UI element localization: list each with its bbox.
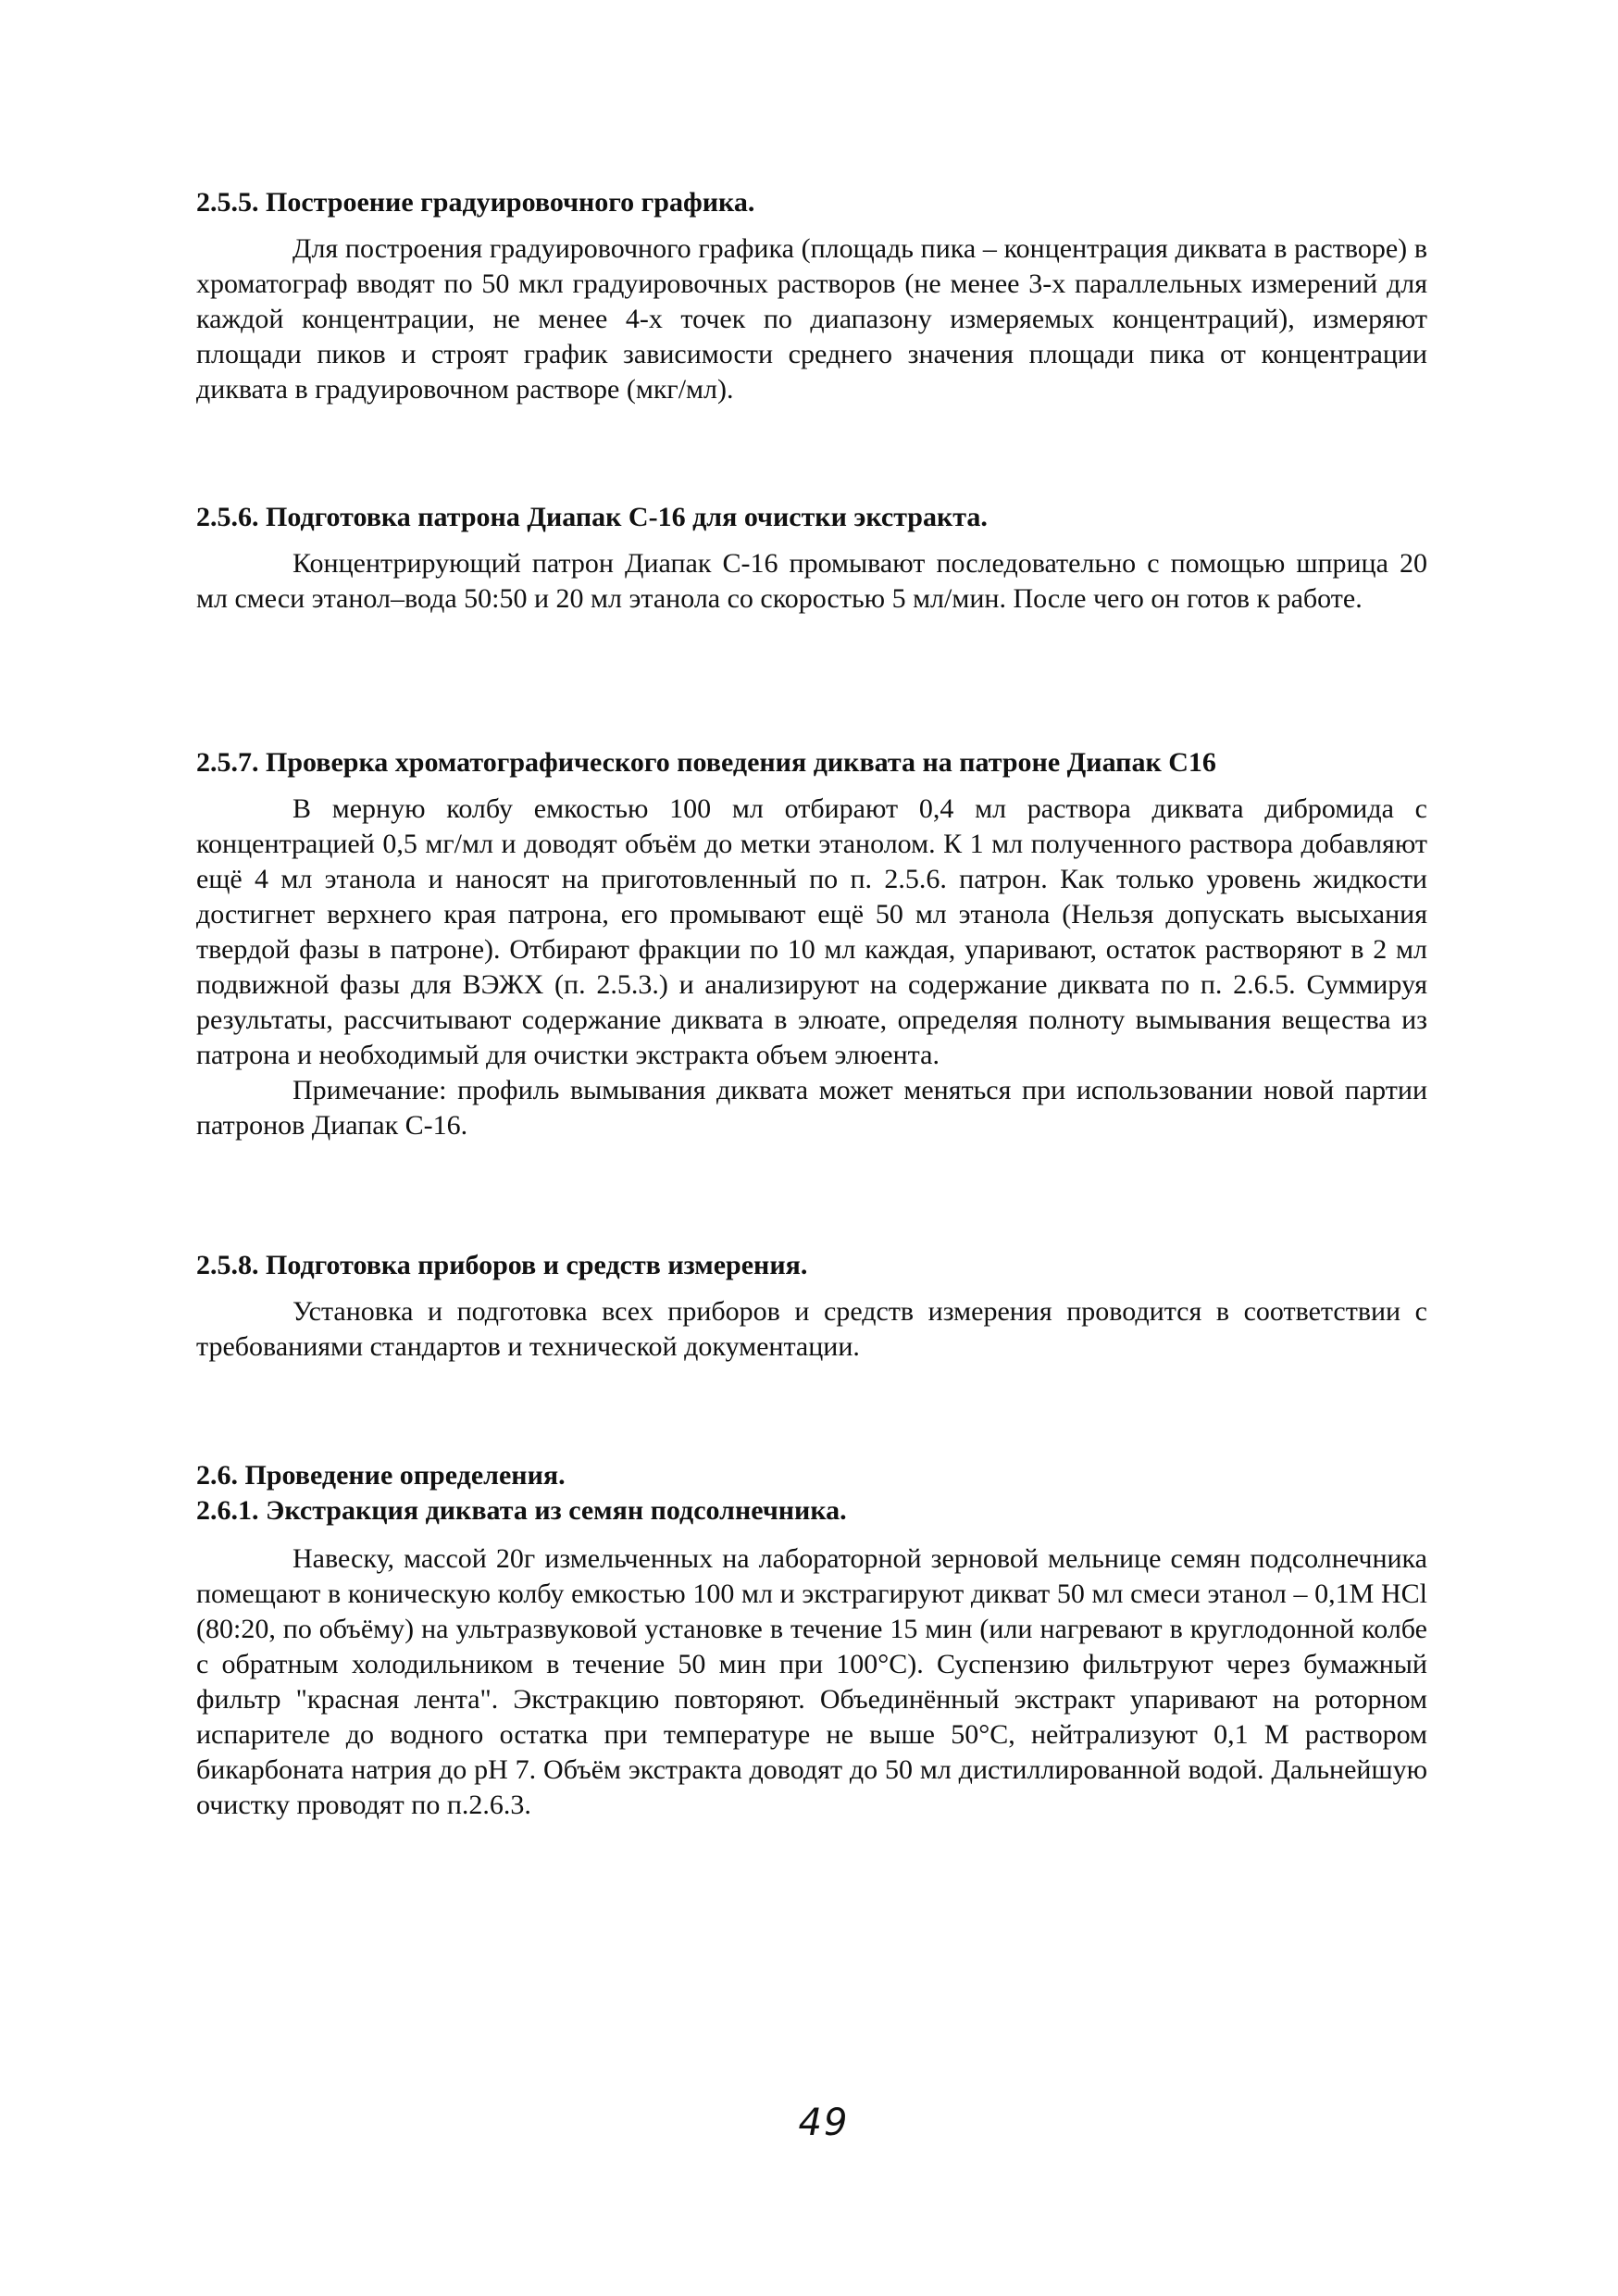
page-number: 49: [798, 2102, 850, 2144]
section-note: Примечание: профиль вымывания диквата может меняться при использовании новой партии патронов Диапак С-16.: [196, 1075, 1427, 1141]
section-2-5-7: [196, 745, 1427, 1143]
section-heading: 2.5.7. Проверка хроматографического поведения диквата на патроне Диапак С16: [196, 747, 1216, 778]
section-heading: 2.6. Проведение определения.: [196, 1460, 566, 1491]
section-paragraph: Для построения градуировочного графика (площадь пика – концентрация диквата в растворе) в хроматограф вводят по 50 мкл градуировочных растворов (не менее 3-х параллельных измерений для каждой концентрации, не менее 4-х точек по диапазону измеряемых концентраций), измеряют площади пиков и строят график зависимости среднего значения площади пика от концентрации диквата в градуировочном растворе (мкг/мл).: [196, 233, 1427, 405]
section-heading: 2.5.6. Подготовка патрона Диапак С-16 для очистки экстракта.: [196, 502, 988, 532]
section-paragraph: Установка и подготовка всех приборов и средств измерения проводится в соответствии с требованиями стандартов и технической документации.: [196, 1296, 1427, 1362]
section-2-5-8: [196, 1248, 1427, 1365]
section-paragraph: В мерную колбу емкостью 100 мл отбирают 0,4 мл раствора диквата дибромида с концентрацией 0,5 мг/мл и доводят объём до метки этанолом. К 1 мл полученного раствора добавляют ещё 4 мл этанола и наносят на приготовленный по п. 2.5.6. патрон. Как только уровень жидкости достигнет верхнего края патрона, его промывают ещё 50 мл этанола (Нельзя допускать высыхания твердой фазы в патроне). Отбирают фракции по 10 мл каждая, упаривают, остаток растворяют в 2 мл подвижной фазы для ВЭЖХ (п. 2.5.3.) и анализируют на содержание диквата по п. 2.6.5. Суммируя результаты, рассчитывают содержание диквата в элюате, определяя полноту вымывания вещества из патрона и необходимый для очистки экстракта объем элюента.: [196, 793, 1427, 1070]
section-paragraph: Навеску, массой 20г измельченных на лабораторной зерновой мельнице семян подсолнечника помещают в коническую колбу емкостью 100 мл и экстрагируют дикват 50 мл смеси этанол – 0,1М HCl (80:20, по объёму) на ультразвуковой установке в течение 15 мин (или нагревают в круглодонной колбе с обратным холодильником в течение 50 мин при 100°С). Суспензию фильтруют через бумажный фильтр "красная лента". Экстракцию повторяют. Объединённый экстракт упаривают на роторном испарителе до водного остатка при температуре не выше 50°С, нейтрализуют 0,1 М раствором бикарбоната натрия до pH 7. Объём экстракта доводят до 50 мл дистиллированной водой. Дальнейшую очистку проводят по п.2.6.3.: [196, 1543, 1427, 1820]
section-2-6: [196, 1458, 1427, 1823]
section-heading: 2.5.8. Подготовка приборов и средств измерения.: [196, 1250, 808, 1280]
section-2-5-5: [196, 185, 1427, 407]
section-2-5-6: [196, 500, 1427, 617]
section-subheading: 2.6.1. Экстракция диквата из семян подсолнечника.: [196, 1495, 847, 1526]
section-paragraph: Концентрирующий патрон Диапак С-16 промывают последовательно с помощью шприца 20 мл смеси этанол–вода 50:50 и 20 мл этанола со скоростью 5 мл/мин. После чего он готов к работе.: [196, 548, 1427, 614]
section-heading: 2.5.5. Построение градуировочного графика.: [196, 187, 755, 218]
